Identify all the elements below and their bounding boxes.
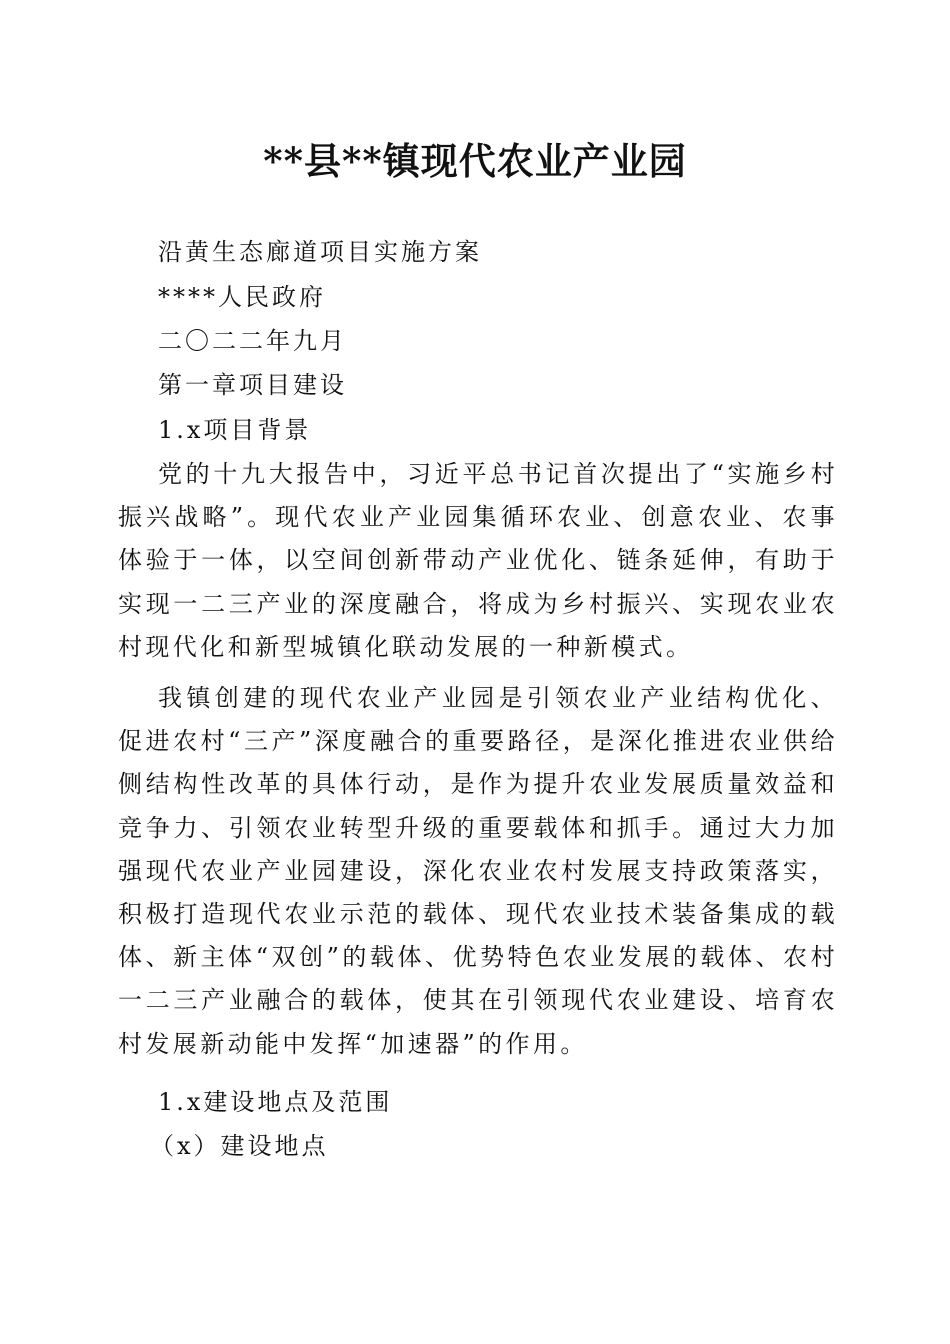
- section-heading-location: 1.x建设地点及范围: [158, 1088, 393, 1116]
- document-title: **县**镇现代农业产业园: [263, 139, 687, 183]
- paragraph-park-role: 我镇创建的现代农业产业园是引领农业产业结构优化、促进农村“三产”深度融合的重要路径，是深化推进农业供给侧结构性改革的具体行动，是作为提升农业发展质量效益和竞争力、引领农业转型升级的重要载体和抓手。通过大力加强现代农业产业园建设，深化农业农村发展支持政策落实，积极打造现代农业示范的载体、现代农业技术装备集成的载体、新主体“双创”的载体、优势特色农业发展的载体、农村一二三产业融合的载体，使其在引领现代农业建设、培育农村发展新动能中发挥“加速器”的作用。: [118, 684, 838, 1058]
- document-subtitle: 沿黄生态廊道项目实施方案: [158, 238, 482, 266]
- section-heading-background: 1.x项目背景: [158, 416, 312, 444]
- chapter-heading: 第一章项目建设: [158, 371, 347, 399]
- paragraph-background: 党的十九大报告中，习近平总书记首次提出了“实施乡村振兴战略”。现代农业产业园集循环农业、创意农业、农事体验于一体，以空间创新带动产业优化、链条延伸，有助于实现一二三产业的深度融合，将成为乡村振兴、实现农业农村现代化和新型城镇化联动发展的一种新模式。: [118, 460, 838, 661]
- issuer: ****人民政府: [158, 283, 326, 311]
- document-date: 二〇二二年九月: [158, 327, 347, 355]
- subsection-heading-location: （x）建设地点: [150, 1132, 329, 1160]
